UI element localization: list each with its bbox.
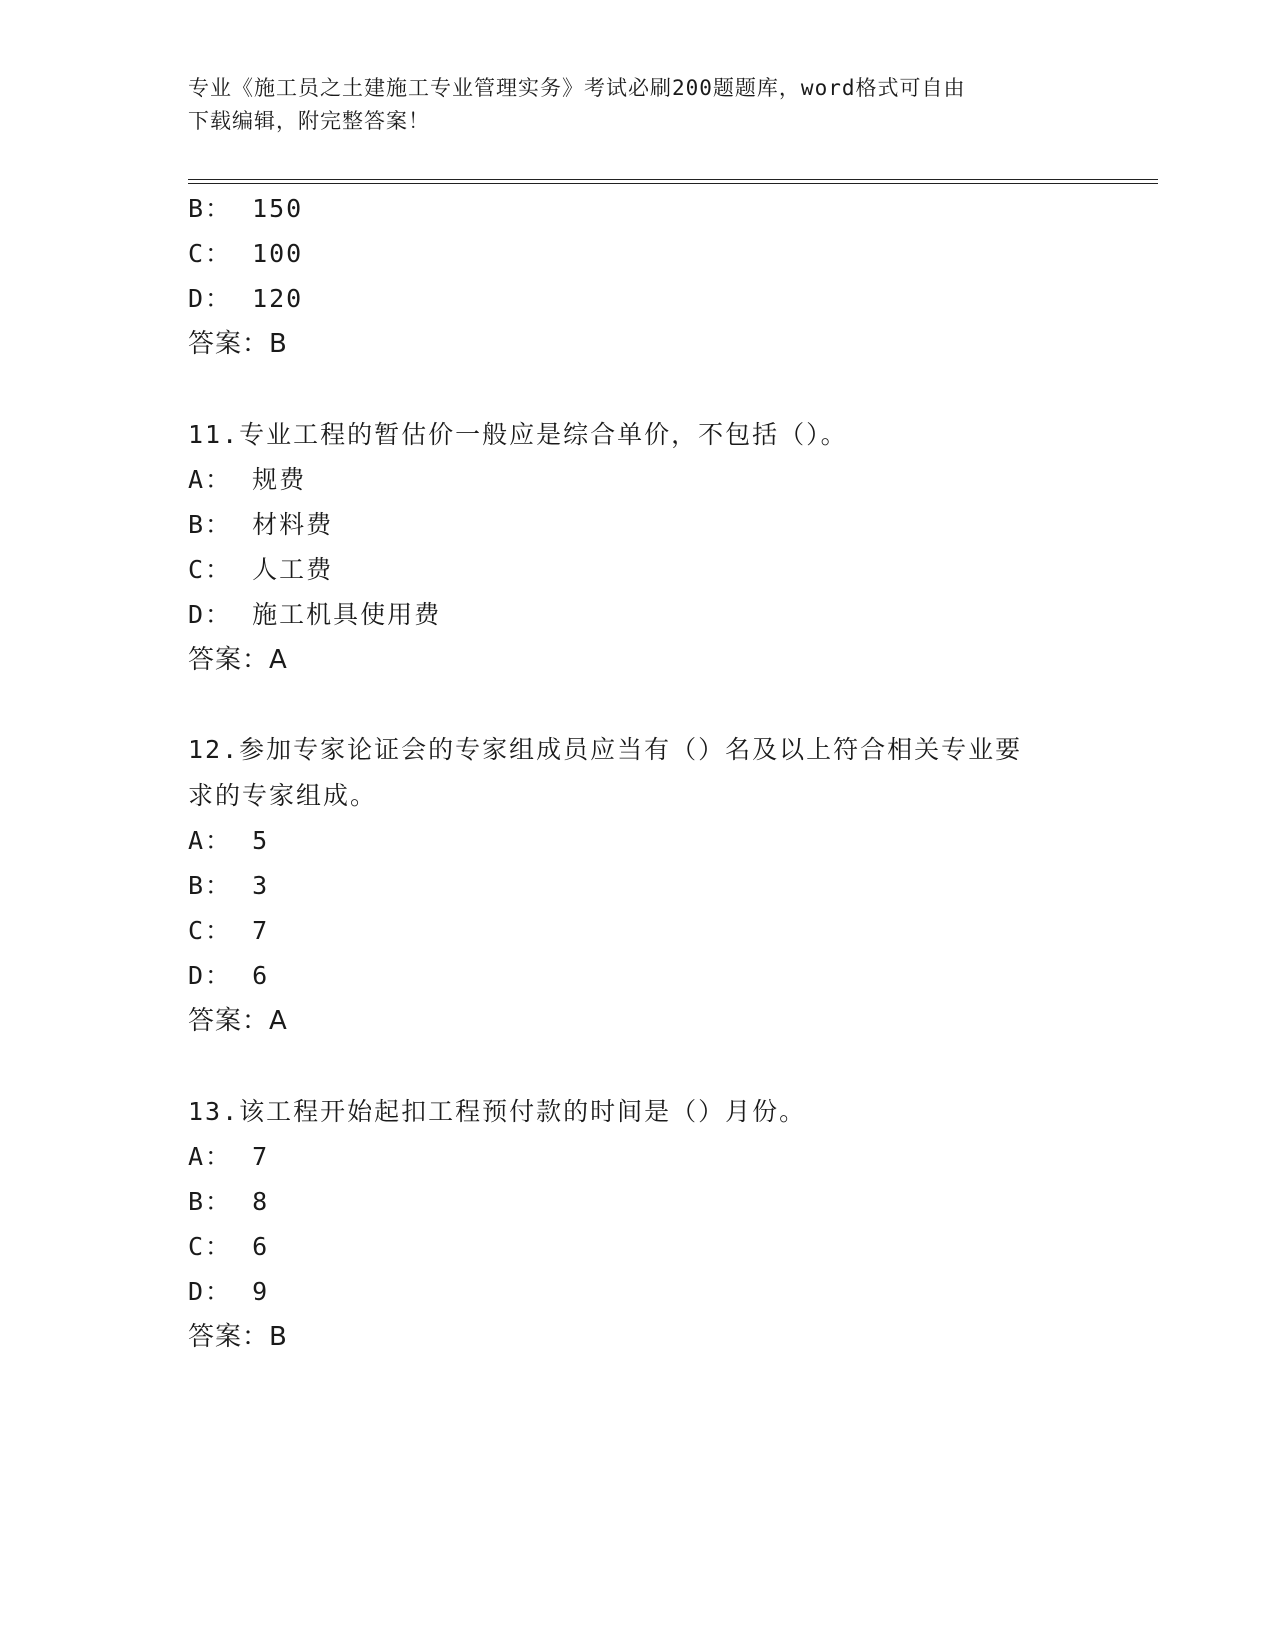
q11-option-c: C： 人工费: [188, 555, 334, 584]
q11-option-b: B： 材料费: [188, 510, 334, 539]
q10-option-b: B： 150: [188, 194, 304, 223]
q12-option-c: C： 7: [188, 916, 270, 945]
q12-answer: 答案：A: [188, 1006, 288, 1036]
q12-stem-line-2: 求的专家组成。: [188, 781, 378, 810]
q10-option-c: C： 100: [188, 239, 304, 268]
q10-option-d: D： 120: [188, 284, 304, 313]
q12-stem-line-1: 12.参加专家论证会的专家组成员应当有（）名及以上符合相关专业要: [188, 735, 1023, 764]
header-divider-top: [188, 179, 1158, 180]
q13-option-c: C： 6: [188, 1232, 270, 1261]
q10-answer: 答案：B: [188, 329, 288, 359]
q12-option-a: A： 5: [188, 826, 270, 855]
q13-option-b: B： 8: [188, 1187, 270, 1216]
q12-option-b: B： 3: [188, 871, 270, 900]
q13-stem: 13.该工程开始起扣工程预付款的时间是（）月份。: [188, 1097, 807, 1126]
q13-option-a: A： 7: [188, 1142, 270, 1171]
q11-answer: 答案：A: [188, 645, 288, 675]
header-line-1: 专业《施工员之土建施工专业管理实务》考试必刷200题题库，word格式可自由: [188, 76, 966, 100]
q13-answer: 答案：B: [188, 1322, 288, 1352]
document-header: [188, 72, 1088, 138]
header-divider-bottom: [188, 183, 1158, 184]
q11-stem: 11.专业工程的暂估价一般应是综合单价，不包括（）。: [188, 420, 848, 449]
q12-option-d: D： 6: [188, 961, 270, 990]
header-line-2: 下载编辑，附完整答案！: [188, 109, 430, 133]
q13-option-d: D： 9: [188, 1277, 270, 1306]
q11-option-a: A： 规费: [188, 465, 307, 494]
q11-option-d: D： 施工机具使用费: [188, 600, 442, 629]
